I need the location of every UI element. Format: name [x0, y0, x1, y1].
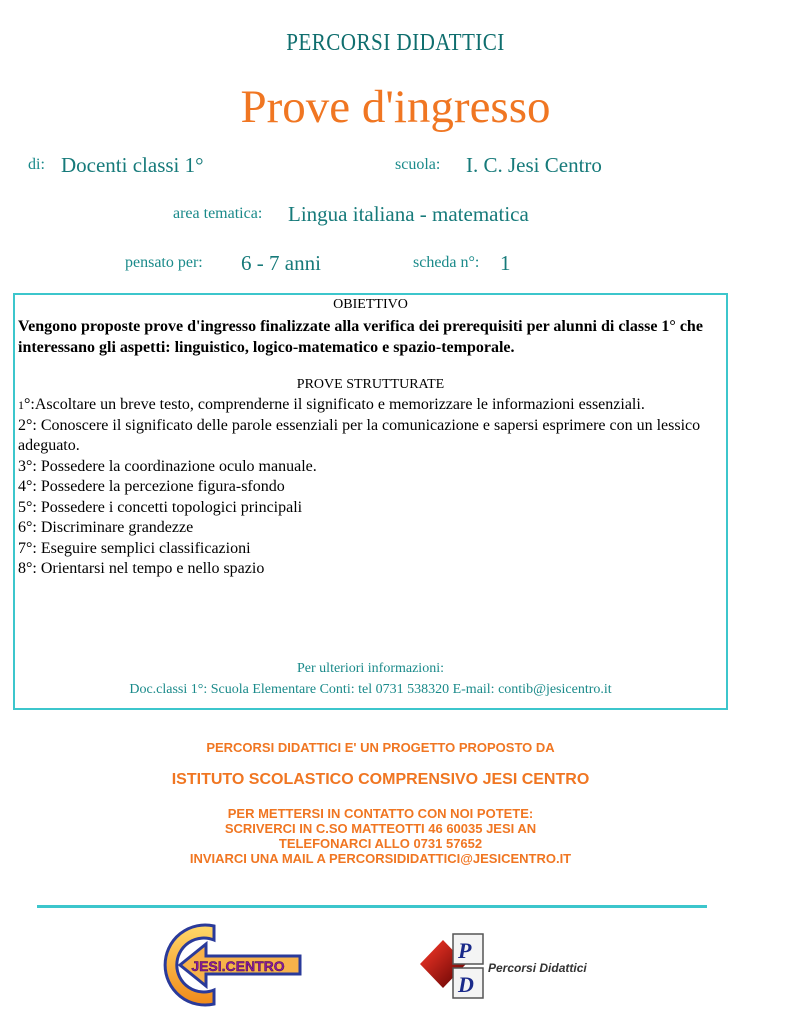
test-item: 6°: Discriminare grandezze: [18, 519, 194, 536]
author-label: di:: [28, 156, 45, 173]
area-label: area tematica:: [173, 205, 263, 222]
objective-text: Vengono proposte prove d'ingresso finalizzate alla verifica dei prerequisiti per alunni di classe 1° che interessano gli aspetti: linguistico, logico-matematico e spazio-temporale.: [18, 318, 703, 356]
test-item: [18, 395, 723, 416]
project-line: PERCORSI DIDATTICI E' UN PROGETTO PROPOSTO DA: [206, 740, 555, 755]
test-item-text: °:Ascoltare un breve testo, comprenderne il significato e memorizzare le informazioni essenziali.: [24, 396, 645, 413]
contact-line: TELEFONARCI ALLO 0731 57652: [278, 836, 483, 851]
pd-logo-text: Percorsi Didattici: [488, 961, 587, 975]
objective-box: [13, 293, 728, 710]
pd-letter-p: P: [458, 938, 472, 963]
author-value: Docenti classi 1°: [61, 153, 204, 177]
pd-logo: [418, 930, 608, 1005]
test-item: 4°: Possedere la percezione figura-sfondo: [18, 478, 285, 495]
age-label: pensato per:: [125, 254, 203, 271]
institute-name: ISTITUTO SCOLASTICO COMPRENSIVO JESI CENTRO: [171, 771, 590, 788]
contact-line: SCRIVERCI IN C.SO MATTEOTTI 46 60035 JESI AN: [224, 821, 537, 836]
category-title: PERCORSI DIDATTICI: [286, 30, 505, 56]
tests-heading: PROVE STRUTTURATE: [296, 377, 445, 392]
info-heading: Per ulteriori informazioni:: [297, 661, 444, 676]
sheet-label: scheda n°:: [413, 254, 480, 271]
divider: [37, 905, 707, 908]
sheet-value: 1: [500, 251, 511, 275]
school-label: scuola:: [395, 156, 441, 173]
info-contact: Doc.classi 1°: Scuola Elementare Conti: tel 0731 538320 E-mail: contib@jesicentro.it: [129, 682, 612, 697]
contact-line: PER METTERSI IN CONTATTO CON NOI POTETE:: [227, 806, 534, 821]
page-title: Prove d'ingresso: [240, 81, 551, 133]
tests-list: [18, 395, 723, 580]
test-item: 3°: Possedere la coordinazione oculo manuale.: [18, 457, 317, 475]
contact-block: [0, 806, 761, 866]
test-item: 7°: Eseguire semplici classificazioni: [18, 539, 251, 557]
test-item: 8°: Orientarsi nel tempo e nello spazio: [18, 560, 265, 577]
jesi-centro-logo: [140, 920, 310, 1010]
pd-letter-d: D: [458, 972, 474, 997]
contact-line: INVIARCI UNA MAIL A PERCORSIDIDATTICI@JESICENTRO.IT: [189, 851, 572, 866]
age-value: 6 - 7 anni: [241, 251, 321, 275]
test-item: 5°: Possedere i concetti topologici principali: [18, 498, 303, 516]
jesi-logo-text: JESI.CENTRO: [191, 958, 285, 974]
area-value: Lingua italiana - matematica: [288, 202, 529, 226]
school-value: I. C. Jesi Centro: [466, 153, 602, 177]
objective-heading: OBIETTIVO: [333, 297, 408, 312]
test-item: 2°: Conoscere il significato delle parole essenziali per la comunicazione e sapersi esprimere con un lessico adeguato.: [18, 416, 701, 454]
test-item-number: 1: [18, 398, 24, 412]
